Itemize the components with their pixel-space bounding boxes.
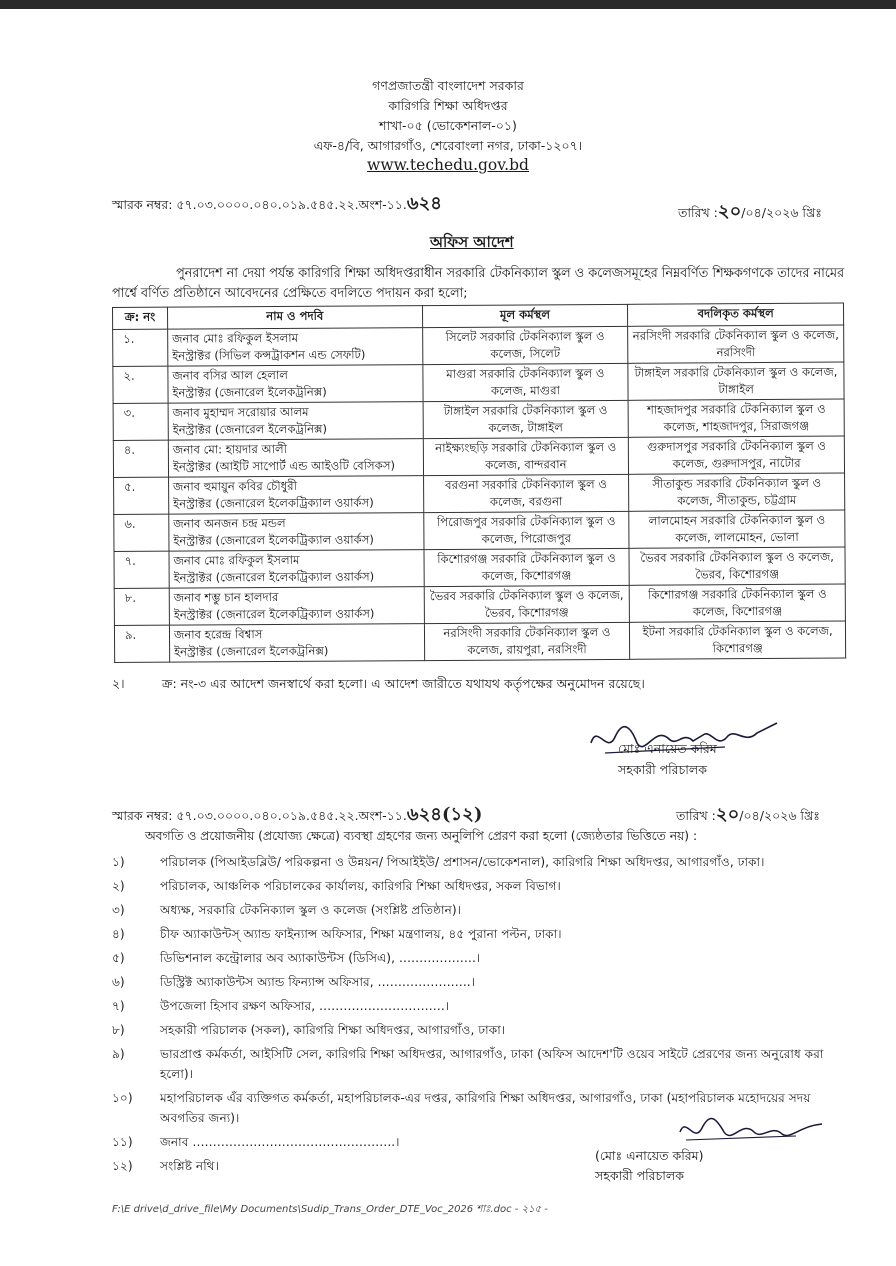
transferred-workplace: শাহজাদপুর সরকারি টেকনিক্যাল স্কুল ও কলেজ, শাহজাদপুর, সিরাজগঞ্জ [646, 401, 826, 434]
list-item-number: ২) [112, 879, 125, 893]
original-workplace: নরসিংদী সরকারি টেকনিক্যাল স্কুল ও কলেজ, রায়পুরা, নরসিংদী [443, 624, 611, 657]
cell-original-workplace [423, 474, 629, 512]
table-row [113, 362, 844, 403]
original-workplace: বরগুনা সরকারি টেকনিক্যাল স্কুল ও কলেজ, বরগুনা [445, 476, 607, 509]
teacher-designation: ইনস্ট্রাক্টর (জেনারেল ইলেকট্রনিক্স) [172, 421, 328, 437]
note-number: ২। [112, 676, 125, 691]
cell-original-workplace [422, 326, 628, 364]
cell-transferred-workplace [629, 510, 845, 548]
list-item-text: ডিস্ট্রিক্ট অ্যাকাউন্টস অ্যান্ড ফিন্যান্স অফিসার, …………………..। [160, 975, 475, 989]
list-item-text: চীফ অ্যাকাউন্টস্ অ্যান্ড ফাইন্যান্স অফিসার, শিক্ষা মন্ত্রণালয়, ৪৫ পুরানা পল্টন, ঢাকা। [160, 927, 562, 941]
cell-original-workplace [424, 548, 630, 586]
cell-name-designation [168, 402, 423, 441]
memo-reference-copy-prefix: স্মারক নম্বর: ৫৭.০৩.০০০০.০৪০.০১৯.৫৪৫.২২.অংশ-১১. [112, 808, 407, 823]
transferred-workplace: নরসিংদী সরকারি টেকনিক্যাল স্কুল ও কলেজ, নরসিংদী [632, 327, 839, 360]
serial-number: ৮. [124, 590, 137, 605]
list-item-text: পরিচালক, আঞ্চলিক পরিচালকের কার্যালয়, কারিগরি শিক্ষা অধিদপ্তর, সকল বিভাগ। [160, 879, 561, 893]
list-item-number: ৫) [112, 951, 125, 965]
cell-serial [114, 551, 169, 588]
teacher-name: জনাব মোঃ রফিকুল ইসলাম [172, 330, 299, 346]
transferred-workplace: লালমোহন সরকারি টেকনিক্যাল স্কুল ও কলেজ, লালমোহন, ভোলা [648, 512, 826, 545]
teacher-name: জনাব মোঃ রফিকুল ইসলাম [173, 552, 300, 568]
signatory-2-name: (মোঃ এনায়েত করিম) [595, 1148, 704, 1163]
header-address: এফ-৪/বি, আগারগাঁও, শেরেবাংলা নগর, ঢাকা-১২০৭। [313, 138, 583, 153]
memo-date-copy-prefix: তারিখ : [676, 808, 716, 823]
table-row [114, 547, 845, 588]
list-item-number: ৭) [112, 999, 125, 1013]
cell-original-workplace [423, 400, 629, 438]
transferred-workplace: সীতাকুন্ড সরকারি টেকনিক্যাল স্কুল ও কলেজ, সীতাকুন্ড, চট্টগ্রাম [652, 475, 822, 508]
cell-transferred-workplace [628, 399, 844, 437]
transferred-workplace: কিশোরগঞ্জ সরকারি টেকনিক্যাল স্কুল ও কলেজ, কিশোরগঞ্জ [648, 586, 827, 619]
table-row [114, 621, 845, 662]
memo-reference [112, 189, 442, 220]
col-header-original-workplace: মূল কর্মস্থল [422, 304, 628, 327]
memo-date-handwritten: ২০ [717, 201, 742, 222]
signature-2 [676, 1110, 826, 1150]
header-branch: শাখা-০৫ (ভোকেশনাল-০১) [379, 118, 517, 133]
transferred-workplace: ভৈরব সরকারি টেকনিক্যাল স্কুল ও কলেজ, ভৈরব, কিশোরগঞ্জ [640, 549, 835, 582]
cell-name-designation [168, 365, 423, 404]
teacher-designation: ইনস্ট্রাক্টর (জেনারেল ইলেকট্রিক্যাল ওয়ার্কস) [173, 532, 374, 548]
memo-date-copy-handwritten: ২০ [715, 804, 740, 825]
table-row [114, 473, 845, 514]
cell-serial [114, 588, 169, 625]
list-item-text: পরিচালক (পিআইডব্লিউ/ পরিকল্পনা ও উন্নয়ন/ পিআইইউ/ প্রশাসন/ভোকেশনাল), কারিগরি শিক্ষা অধিদপ্তর, আগারগাঁও, ঢাকা। [160, 855, 765, 869]
col-header-serial: ক্র: নং [113, 307, 168, 329]
memo-reference-copy [112, 800, 482, 831]
list-item-text: উপজেলা হিসাব রক্ষণ অফিসার, ………………………….। [160, 999, 450, 1013]
table-row [113, 399, 844, 440]
cell-serial [113, 366, 168, 403]
list-item-number: ১১) [112, 1135, 133, 1149]
cell-original-workplace [423, 511, 629, 549]
intro-paragraph: পুনরাদেশ না দেয়া পর্যন্ত কারিগরি শিক্ষা অধিদপ্তরাধীন সরকারি টেকনিক্যাল স্কুল ও কলেজসমূহের নিম্নবর্ণিত শিক্ষকগণকে তাদের নামের পার্শ্বে বর্ণিত প্রতিষ্ঠানে আবেদনের প্রেক্ষিতে বদলিতে পদায়ন করা হলো; [112, 266, 845, 301]
list-item-text: সংশ্লিষ্ট নথি। [160, 1159, 219, 1173]
cell-name-designation [169, 587, 424, 626]
signatory-1-title: সহকারী পরিচালক [618, 762, 707, 777]
col-header-name: নাম ও পদবি [167, 306, 422, 330]
serial-number: ২. [123, 368, 135, 383]
serial-number: ১. [123, 331, 135, 346]
signatory-2-title: সহকারী পরিচালক [595, 1168, 684, 1183]
list-item-text: ডিভিশনাল কন্ট্রোলার অব অ্যাকাউন্টস (ডিসিএ), ……………….। [160, 951, 481, 965]
transfer-table [112, 303, 846, 663]
memo-date [678, 197, 822, 228]
signatory-1-name: মোঃ এনায়েত করিম [618, 741, 717, 756]
memo-reference-copy-handwritten: ৬২৪(১২) [406, 804, 483, 825]
header-government: গণপ্রজাতন্ত্রী বাংলাদেশ সরকার [372, 78, 524, 93]
list-item-number: ৪) [112, 927, 125, 941]
cell-name-designation [168, 328, 423, 367]
memo-date-copy [676, 800, 820, 831]
serial-number: ৯. [124, 627, 137, 642]
original-workplace: সিলেট সরকারি টেকনিক্যাল স্কুল ও কলেজ, সিলেট [445, 328, 605, 361]
teacher-name: জনাব মুহাম্মদ সরোয়ার আলম [172, 404, 309, 420]
list-item [112, 1156, 842, 1176]
cell-original-workplace [424, 622, 630, 660]
original-workplace: ভৈরব সরকারি টেকনিক্যাল স্কুল ও কলেজ, ভৈরব, কিশোরগঞ্জ [429, 587, 624, 620]
cell-transferred-workplace [629, 473, 845, 511]
list-item-number: ১২) [112, 1159, 133, 1173]
list-item-text: ভারপ্রাপ্ত কর্মকর্তা, আইসিটি সেল, কারিগরি শিক্ষা অধিদপ্তর, আগারগাঁও, ঢাকা (অফিস আদেশ'টি ওয়েব সাইটে প্রেরণের জন্য অনুরোধ করা হলো)। [160, 1047, 824, 1081]
note-text: ক্র: নং-৩ এর আদেশ জনস্বার্থে করা হলো। এ আদেশ জারীতে যথাযথ কর্তৃপক্ষের অনুমোদন রয়েছে। [162, 676, 645, 691]
memo-date-prefix: তারিখ : [678, 205, 718, 220]
teacher-designation: ইনস্ট্রাক্টর (জেনারেল ইলেকট্রনিক্স) [172, 384, 327, 400]
transferred-workplace: টাঙ্গাইল সরকারি টেকনিক্যাল স্কুল ও কলেজ, টাঙ্গাইল [634, 364, 838, 397]
table-row [114, 510, 845, 551]
header-website-link[interactable]: www.techedu.gov.bd [367, 156, 529, 174]
cell-original-workplace [423, 437, 629, 475]
teacher-designation: ইনস্ট্রাক্টর (জেনারেল ইলেকট্রনিক্স) [174, 643, 329, 659]
list-item [112, 1020, 842, 1040]
cell-serial [113, 440, 168, 477]
teacher-name: জনাব অনজন চন্দ্র মন্ডল [173, 515, 286, 531]
cell-transferred-workplace [630, 621, 846, 659]
teacher-name: জনাব বসির আল হেলাল [172, 367, 288, 383]
cell-name-designation [169, 513, 424, 552]
table-row [114, 584, 845, 625]
memo-date-copy-suffix: /০৪/২০২৬ খ্রিঃ [739, 808, 820, 823]
list-item-text: জনাব …………………………………………..। [160, 1135, 400, 1149]
cell-name-designation [168, 476, 423, 515]
list-item [112, 852, 842, 872]
list-item [112, 996, 842, 1016]
memo-reference-prefix: স্মারক নম্বর: ৫৭.০৩.০০০০.০৪০.০১৯.৫৪৫.২২.অংশ-১১. [112, 197, 407, 212]
teacher-designation: ইনস্ট্রাক্টর (জেনারেল ইলেকট্রিক্যাল ওয়ার্কস) [173, 606, 375, 622]
list-item-number: ১০) [112, 1091, 133, 1105]
cell-transferred-workplace [628, 362, 844, 400]
cell-serial [114, 514, 169, 551]
serial-number: ৪. [123, 442, 136, 457]
scan-top-edge [0, 0, 896, 9]
cell-serial [113, 403, 168, 440]
list-item-text: অধ্যক্ষ, সরকারি টেকনিক্যাল স্কুল ও কলেজ (সংশ্লিষ্ট প্রতিষ্ঠান)। [160, 903, 461, 917]
teacher-designation: ইনস্ট্রাক্টর (সিভিল কন্সট্রাকশন এন্ড সেফটি) [172, 347, 366, 363]
cell-name-designation [168, 439, 423, 478]
table-row [113, 436, 844, 477]
teacher-name: জনাব হুমায়ুন কবির চৌধুরী [172, 478, 297, 494]
list-item [112, 924, 842, 944]
cell-original-workplace [422, 363, 628, 401]
cell-name-designation [169, 550, 424, 589]
teacher-designation: ইনস্ট্রাক্টর (জেনারেল ইলেকট্রিক্যাল ওয়ার্কস) [173, 569, 375, 585]
list-item-number: ৮) [112, 1023, 125, 1037]
table-row [113, 325, 844, 366]
original-workplace: পিরোজপুর সরকারি টেকনিক্যাল স্কুল ও কলেজ, পিরোজপুর [436, 513, 616, 546]
serial-number: ৫. [124, 479, 136, 494]
memo-reference-handwritten: ৬২৪ [406, 193, 442, 214]
cell-serial [113, 329, 168, 366]
distribution-intro: অবগতি ও প্রয়োজনীয় (প্রযোজ্য ক্ষেত্রে) ব্যবস্থা গ্রহণের জন্য অনুলিপি প্রেরণ করা হলো (জ্যেষ্ঠতার ভিত্তিতে নয়) : [145, 829, 698, 843]
cell-transferred-workplace [628, 325, 844, 363]
cell-original-workplace [424, 585, 630, 623]
transferred-workplace: গুরুদাসপুর সরকারি টেকনিক্যাল স্কুল ও কলেজ, গুরুদাসপুর, নাটোর [647, 438, 826, 471]
teacher-designation: ইনস্ট্রাক্টর (জেনারেল ইলেকট্রিক্যাল ওয়ার্কস) [173, 495, 374, 511]
original-workplace: মাগুরা সরকারি টেকনিক্যাল স্কুল ও কলেজ, মাগুরা [446, 365, 605, 398]
original-workplace: নাইক্ষ্যংছড়ি সরকারি টেকনিক্যাল স্কুল ও কলেজ, বান্দরবান [435, 439, 617, 472]
list-item [112, 972, 842, 992]
list-item [112, 1044, 842, 1084]
cell-name-designation [169, 624, 424, 663]
list-item [112, 948, 842, 968]
cell-transferred-workplace [629, 547, 845, 585]
cell-serial [114, 625, 169, 662]
memo-date-suffix: /০৪/২০২৬ খ্রিঃ [741, 205, 822, 220]
list-item-number: ৩) [112, 903, 125, 917]
serial-number: ৭. [124, 553, 136, 568]
list-item-text: মহাপরিচালক এঁর ব্যক্তিগত কর্মকর্তা, মহাপরিচালক-এর দপ্তর, কারিগরি শিক্ষা অধিদপ্তর, আগারগাঁও, ঢাকা (মহাপরিচালক মহোদয়ের সদয় অবগতির জন্য)। [160, 1091, 811, 1125]
original-workplace: টাঙ্গাইল সরকারি টেকনিক্যাল স্কুল ও কলেজ, টাঙ্গাইল [443, 402, 608, 435]
col-header-transferred-workplace: বদলিকৃত কর্মস্থল [628, 303, 844, 326]
serial-number: ৬. [124, 516, 136, 531]
serial-number: ৩. [123, 405, 135, 420]
list-item-number: ৬) [112, 975, 125, 989]
cell-serial [114, 477, 169, 514]
page-title: অফিস আদেশ [430, 233, 514, 251]
teacher-name: জনাব হরেন্দ্র বিশ্বাস [173, 627, 263, 642]
teacher-name: জনাব মো: হায়দার আলী [172, 441, 288, 457]
list-item-number: ১) [112, 855, 125, 869]
list-item [112, 900, 842, 920]
list-item [112, 876, 842, 896]
cell-transferred-workplace [629, 584, 845, 622]
original-workplace: কিশোরগঞ্জ সরকারি টেকনিক্যাল স্কুল ও কলেজ, কিশোরগঞ্জ [437, 550, 616, 583]
teacher-name: জনাব শম্ভু চান হালদার [173, 589, 279, 605]
list-item-text: সহকারী পরিচালক (সকল), কারিগরি শিক্ষা অধিদপ্তর, আগারগাঁও, ঢাকা। [160, 1023, 506, 1037]
cell-transferred-workplace [629, 436, 845, 474]
transferred-workplace: ইটনা সরকারি টেকনিক্যাল স্কুল ও কলেজ, কিশোরগঞ্জ [642, 623, 833, 656]
teacher-designation: ইনস্ট্রাক্টর (আইটি সাপোর্ট এন্ড আইওটি বেসিকস) [172, 458, 396, 474]
header-directorate: কারিগরি শিক্ষা অধিদপ্তর [388, 98, 508, 113]
file-path-footer: F:\E drive\d_drive_file\My Documents\Sudip_Trans_Order_DTE_Voc_2026 শাঃ.doc - ২১৫ - [112, 1204, 548, 1215]
list-item-number: ৯) [112, 1047, 125, 1061]
